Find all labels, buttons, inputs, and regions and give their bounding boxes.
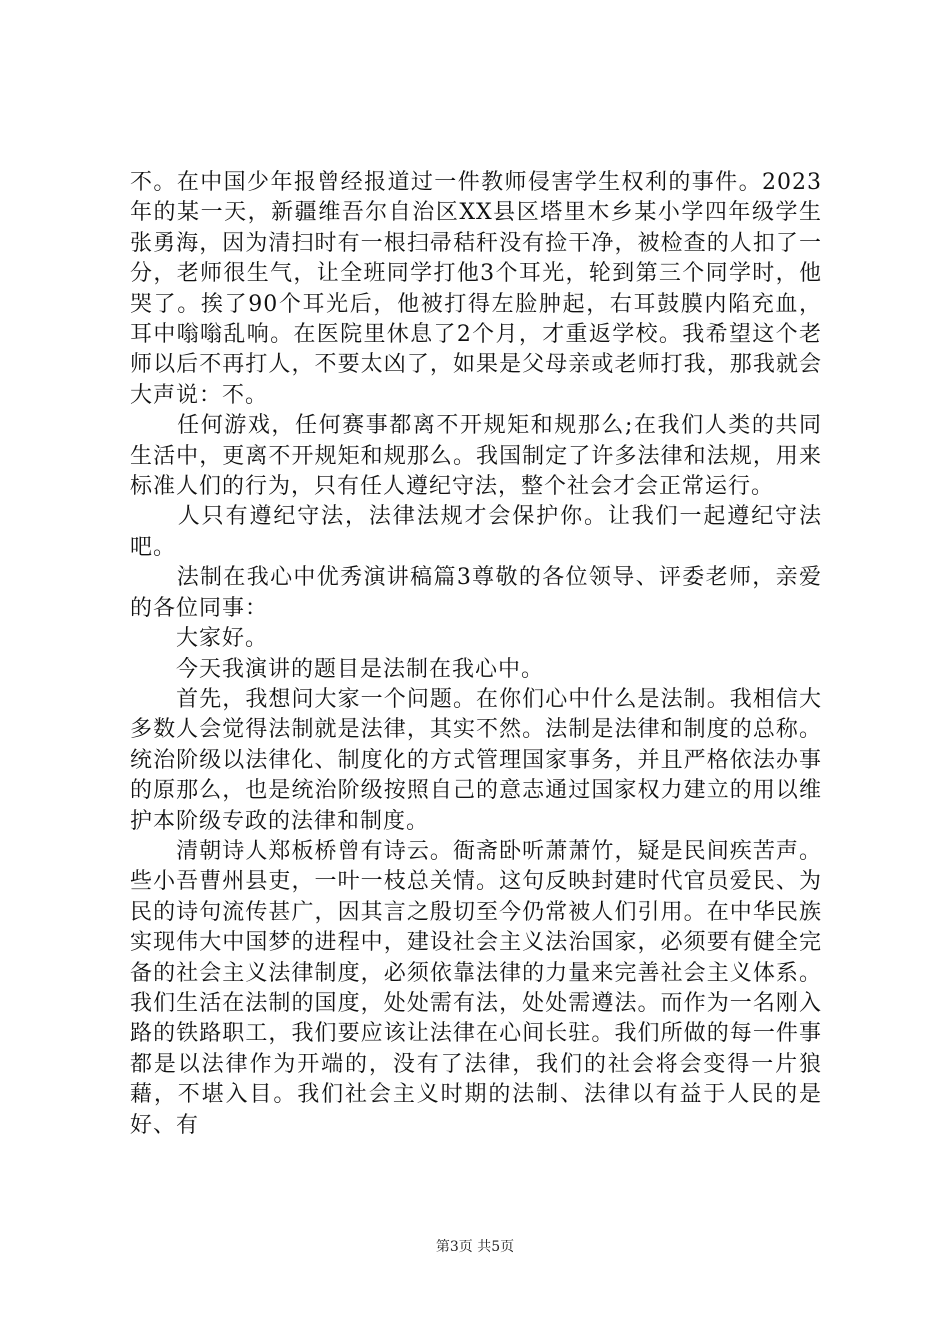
paragraph-2: 任何游戏，任何赛事都离不开规矩和规那么;在我们人类的共同生活中，更离不开规矩和规那么。我国制定了许多法律和法规，用来标准人们的行为，只有任人遵纪守法，整个社会才会正常运行。 — [130, 413, 822, 500]
paragraph-6: 今天我演讲的题目是法制在我心中。 — [130, 656, 545, 682]
page-footer: 第3页 共5页 — [435, 1239, 515, 1255]
paragraph-4: 法制在我心中优秀演讲稿篇3尊敬的各位领导、评委老师，亲爱的各位同事： — [130, 565, 822, 621]
paragraph-8: 清朝诗人郑板桥曾有诗云。衙斋卧听萧萧竹，疑是民间疾苦声。些小吾曹州县吏，一叶一枝总关情。这句反映封建时代官员爱民、为民的诗句流传甚广，因其言之殷切至今仍常被人们引用。在中华民族实现伟大中国梦的进程中，建设社会主义法治国家，必须要有健全完备的社会主义法律制度，必须依靠法律的力量来完善社会主义体系。我们生活在法制的国度，处处需有法，处处需遵法。而作为一名刚入路的铁路职工，我们要应该让法律在心间长驻。我们所做的每一件事都是以法律作为开端的，没有了法律，我们的社会将会变得一片狼藉，不堪入目。我们社会主义时期的法制、法律以有益于人民的是好、有 — [130, 838, 822, 1138]
paragraph-5: 大家好。 — [130, 626, 269, 652]
body-text — [130, 168, 822, 1141]
paragraph-7: 首先，我想问大家一个问题。在你们心中什么是法制。我相信大多数人会觉得法制就是法律，其实不然。法制是法律和制度的总称。统治阶级以法律化、制度化的方式管理国家事务，并且严格依法办事的原那么，也是统治阶级按照自己的意志通过国家权力建立的用以维护本阶级专政的法律和制度。 — [130, 686, 822, 834]
paragraph-3: 人只有遵纪守法，法律法规才会保护你。让我们一起遵纪守法吧。 — [130, 504, 822, 560]
paragraph-1: 不。在中国少年报曾经报道过一件教师侵害学生权利的事件。2023年的某一天，新疆维吾尔自治区XX县区塔里木乡某小学四年级学生张勇海，因为清扫时有一根扫帚秸秆没有捡干净，被检查的人扣了一分，老师很生气，让全班同学打他3个耳光，轮到第三个同学时，他哭了。挨了90个耳光后，他被打得左脸肿起，右耳鼓膜内陷充血，耳中嗡嗡乱响。在医院里休息了2个月，才重返学校。我希望这个老师以后不再打人，不要太凶了，如果是父母亲或老师打我，那我就会大声说：不。 — [130, 170, 822, 408]
